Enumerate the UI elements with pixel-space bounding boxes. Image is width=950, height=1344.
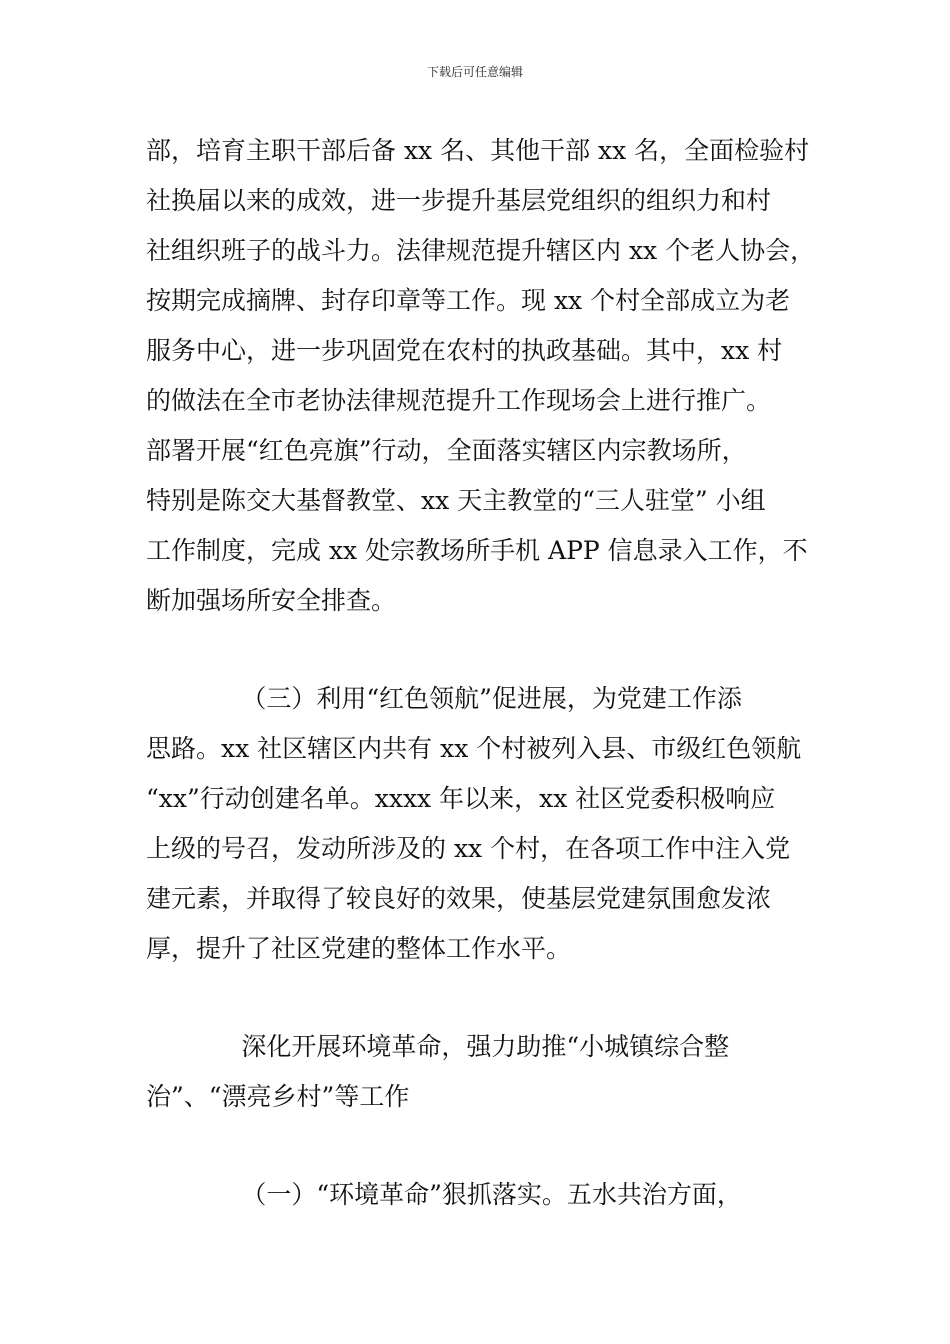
paragraph-line: 上级的号召，发动所涉及的 xx 个村，在各项工作中注入党	[146, 834, 791, 863]
paragraph-line: 思路。xx 社区辖区内共有 xx 个村被列入县、市级红色领航	[146, 734, 802, 763]
paragraph-line: 建元素，并取得了较良好的效果，使基层党建氛围愈发浓	[146, 884, 772, 913]
page-header-note: 下载后可任意编辑	[426, 65, 523, 79]
section-heading-line: （一）“环境革命”狠抓落实。五水共治方面，	[146, 1180, 742, 1209]
paragraph-line: 服务中心，进一步巩固党在农村的执政基础。其中，xx 村	[146, 336, 783, 365]
paragraph-line: 社换届以来的成效，进一步提升基层党组织的组织力和村	[146, 186, 772, 215]
section-heading-line: （三）利用“红色领航”促进展，为党建工作添	[146, 684, 742, 713]
paragraph-line: 工作制度，完成 xx 处宗教场所手机 APP 信息录入工作，不	[146, 536, 808, 565]
paragraph-line: 特别是陈交大基督教堂、xx 天主教堂的“三人驻堂” 小组	[146, 486, 766, 515]
paragraph-line: 部署开展“红色亮旗”行动，全面落实辖区内宗教场所，	[146, 436, 747, 465]
paragraph-line: 部，培育主职干部后备 xx 名、其他干部 xx 名，全面检验村	[146, 136, 810, 165]
paragraph-line: 的做法在全市老协法律规范提升工作现场会上进行推广。	[146, 386, 772, 415]
paragraph-line: 断加强场所安全排查。	[146, 586, 397, 615]
paragraph-line: 厚，提升了社区党建的整体工作水平。	[146, 934, 572, 963]
section-heading-line: 深化开展环境革命，强力助推“小城镇综合整	[146, 1032, 730, 1061]
section-heading-line: 治”、“漂亮乡村”等工作	[146, 1082, 410, 1111]
paragraph-line: 社组织班子的战斗力。法律规范提升辖区内 xx 个老人协会，	[146, 236, 816, 265]
paragraph-line: “xx”行动创建名单。xxxx 年以来，xx 社区党委积极响应	[146, 784, 776, 813]
paragraph-line: 按期完成摘牌、封存印章等工作。现 xx 个村全部成立为老	[146, 286, 791, 315]
